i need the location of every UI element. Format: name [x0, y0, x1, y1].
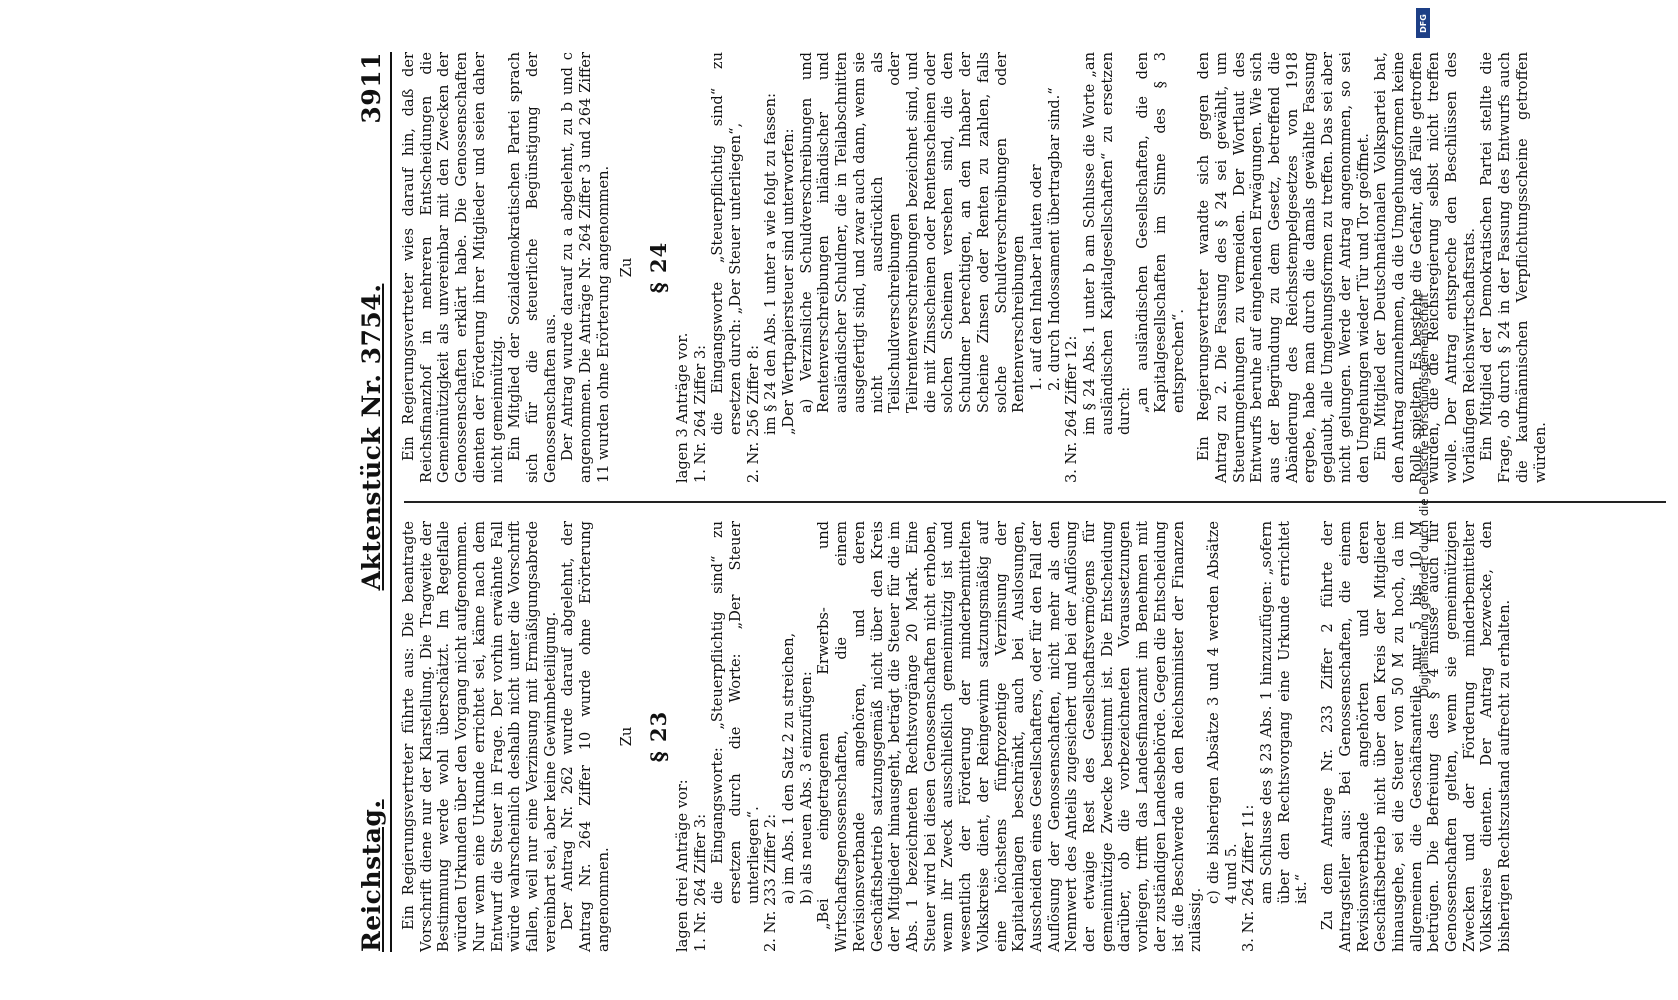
digitization-credit: Digitalisierung gefördert durch die Deutsche Forschungsgemeinschaft: [1417, 293, 1431, 697]
paragraph: Ein Mitglied der Demokratischen Partei stellte die Frage, ob durch § 24 in der Fassung des Entwurfs auch die kaufmännischen Verpflichtungsscheine getroffen würden.: [1478, 52, 1549, 484]
list-item-sub: b) als neuen Abs. 3 einzufügen:: [797, 671, 815, 904]
paragraph: Ein Regierungsvertreter wies darauf hin, daß der Reichsfinanzhof in mehreren Entscheidungen die Gemeinnützigkeit als unvereinbar mit den Zwecken der Genossenschaften erklärt habe. Die Genossenschaften dienten der Förderung ihrer Mitglieder und seien daher nicht gemeinnützig.: [400, 52, 506, 484]
header-page-number: 3911: [357, 52, 386, 124]
dfg-logo-text: DFG: [1418, 13, 1428, 33]
header-reichstag: Reichstag.: [357, 799, 386, 952]
quoted-text: „Bei eingetragenen Erwerbs- und Wirtschaftsgenossenschaften, die einem Revisionsverbande angehören, und deren Geschäftsbetrieb satzungsgemäß nicht über den Kreis der Mitglieder hinausgeht, beträgt die Steuer für die im Abs. 1 bezeichneten Rechtsvorgänge 20 Mark. Eine Steuer wird bei diesen Genossenschaften nicht erhoben, wenn ihr Zweck ausschließlich gemeinnützig ist und wesentlich der Förderung der minderbemittelten Volkskreise dient, der Reingewinn satzungsmäßig auf eine höchstens fünfprozentige Verzinsung der Kapitaleinlagen beschränkt, auch bei Auslosungen, Ausscheiden eines Gesellschafters, oder für den Fall der Auflösung der Genossenschaften, nicht mehr als den Nennwert des Anteils zugesichert und bei der Auflösung der etwaige Rest des Gesellschaftsvermögens für gemeinnützige Zwecke bestimmt ist. Die Entscheidung darüber, ob die vorbezeichneten Voraussetzungen vorliegen, trifft das Landesfinanzamt im Benehmen mit der zuständigen Landesbehörde. Gegen die Entscheidung ist die Beschwerde an den Reichsminister der Finanzen zulässig.: [815, 520, 1205, 952]
intro-line: lagen drei Anträge vor:: [673, 779, 691, 952]
dfg-logo-icon: [1416, 8, 1430, 38]
left-column: [400, 521, 1670, 952]
list-item-text: die Eingangsworte: „Steuerpflichtig sind“ zu ersetzen durch die Worte: „Der Steuer unterliegen“.: [709, 520, 762, 904]
paragraph: Ein Mitglied der Deutschnationalen Volkspartei bat, den Antrag anzunehmen, da die Umgehungsformen keine Rolle spielten. Es bestehe die Gefahr, daß Fälle getroffen würden, die die Reichsregierung selbst nicht treffen wolle. Der Antrag entspreche den Beschlüssen des Vorläufigen Reichswirtschaftsrats.: [1372, 52, 1478, 484]
list-item: 2. Nr. 256 Ziffer 8:: [744, 344, 762, 484]
section-heading-24: § 24: [646, 241, 672, 294]
list-item: 3. Nr. 264 Ziffer 11:: [1240, 804, 1258, 952]
quoted-text: „an ausländischen Gesellschaften, die den Kapitalgesellschaften im Sinne des § 3 entsprechen“.: [1134, 52, 1187, 414]
list-item-sub: a) Verzinsliche Schuldverschreibungen und Rentenverschreibungen inländischer und ausländischer Schuldner, die in Teilabschnitten ausgefertigt sind, und zwar auch dann, wenn sie nicht ausdrücklich als Teilschuldverschreibungen oder Teilrentenverschreibungen bezeichnet sind, und die mit Zinsscheinen oder Rentenscheinen oder solchen Scheinen versehen sind, die den Schuldner berechtigen, an den Inhaber der Scheine Zinsen oder Renten zu zahlen, falls solche Schuldverschreibungen oder Rentenverschreibungen: [797, 52, 1028, 414]
list-item-sub: c) die bisherigen Absätze 3 und 4 werden Absätze 4 und 5.: [1204, 520, 1240, 904]
list-item-text: im § 24 Abs. 1 unter b am Schlusse die Worte „an ausländischen Kapitalgesellschaften“ zu ersetzen durch:: [1081, 52, 1134, 436]
zu-label: Zu: [618, 726, 636, 747]
paragraph: Der Antrag Nr. 262 wurde darauf abgelehnt, der Antrag Nr. 264 Ziffer 10 wurde ohne Erörterung angenommen.: [559, 520, 612, 952]
header-document-number: Aktenstück Nr. 3754.: [357, 283, 386, 591]
list-item-text: im § 24 den Abs. 1 unter a wie folgt zu fassen:: [762, 93, 780, 436]
list-item-text: die Eingangsworte „Steuerpflichtig sind“ zu ersetzen durch: „Der Steuer unterliegen“,: [709, 52, 744, 436]
paragraph: Ein Regierungsvertreter wandte sich gegen den Antrag zu 2. Die Fassung des § 24 sei gewählt, um Steuerumgehungen zu vermeiden. Der Wortlaut des Entwurfs beruhe auf eingehenden Erwägungen. Wie sich aus der Begründung zu dem Gesetz, betreffend die Abänderung des Reichsstempelgesetzes von 1918 ergebe, habe man durch die damals gewählte Fassung geglaubt, alle Umgehungsformen zu treffen. Das sei aber nicht gelungen. Werde der Antrag angenommen, so sei den Umgehungen wieder Tür und Tor geöffnet.: [1195, 52, 1372, 484]
digitization-credit-strip: [1408, 4, 1434, 996]
list-item-text: am Schlusse des § 23 Abs. 1 hinzuzufügen: „sofern über den Rechtsvorgang eine Urkunde errichtet ist.“: [1258, 520, 1311, 904]
rotated-document-page: [338, 22, 1678, 982]
list-item-sub: 2. durch Indossament übertragbar sind.“: [1045, 87, 1063, 392]
list-item: 3. Nr. 264 Ziffer 12:: [1063, 335, 1081, 484]
paragraph: Zu dem Antrage Nr. 233 Ziffer 2 führte der Antragsteller aus: Bei Genossenschaften, die einem Revisionsverbande angehörten und deren Geschäftsbetrieb nicht über den Kreis der Mitglieder hinausgehe, sei die Steuer von 50 M zu hoch, da im allgemeinen die Geschäftsanteile nur 5 bis 10 M betrügen. Die Befreiung des § 4 müsse auch für Genossenschaften gelten, wenn sie gemeinnützigen Zwecken und der Förderung minderbemittelter Volkskreise dienten. Der Antrag bezwecke, den bisherigen Rechtszustand aufrecht zu erhalten.: [1319, 520, 1514, 952]
section-heading-23: § 23: [646, 710, 672, 763]
text-columns: [400, 52, 1670, 952]
page-header: [346, 52, 392, 952]
list-item: 2. Nr. 233 Ziffer 2:: [762, 813, 780, 952]
quoted-text: „Der Wertpapiersteuer sind unterworfen:: [780, 128, 798, 436]
list-item-sub: 1. auf den Inhaber lauten oder: [1027, 164, 1045, 392]
intro-line: lagen 3 Anträge vor.: [673, 332, 691, 484]
zu-label: Zu: [618, 257, 636, 278]
paragraph: Der Antrag wurde darauf zu a abgelehnt, zu b und c angenommen. Die Anträge Nr. 264 Ziffer 3 und 264 Ziffer 11 wurden ohne Erörterung angenommen.: [559, 52, 612, 484]
right-column: [400, 52, 1670, 483]
list-item: 1. Nr. 264 Ziffer 3:: [691, 344, 709, 484]
paragraph: Ein Mitglied der Sozialdemokratischen Partei sprach sich für die steuerliche Begünstigung der Genossenschaften aus.: [506, 52, 559, 484]
column-divider: [404, 501, 1666, 503]
paragraph: Ein Regierungsvertreter führte aus: Die beantragte Vorschrift diene nur der Klarstellung. Die Tragweite der Bestimmung werde wohl überschätzt. Im Regelfalle würden Urkunden über den Vorgang nicht aufgenommen. Nur wenn eine Urkunde errichtet sei, käme nach dem Entwurf die Steuer in Frage. Der vorhin erwähnte Fall würde wahrscheinlich deshalb nicht unter die Vorschrift fallen, weil nur eine Verzinsung mit Ermäßigungsabrede vereinbart sei, aber keine Gewinnbeteiligung.: [400, 520, 559, 952]
list-item: 1. Nr. 264 Ziffer 3:: [691, 813, 709, 952]
list-item-sub: a) im Abs. 1 den Satz 2 zu streichen,: [780, 632, 798, 904]
